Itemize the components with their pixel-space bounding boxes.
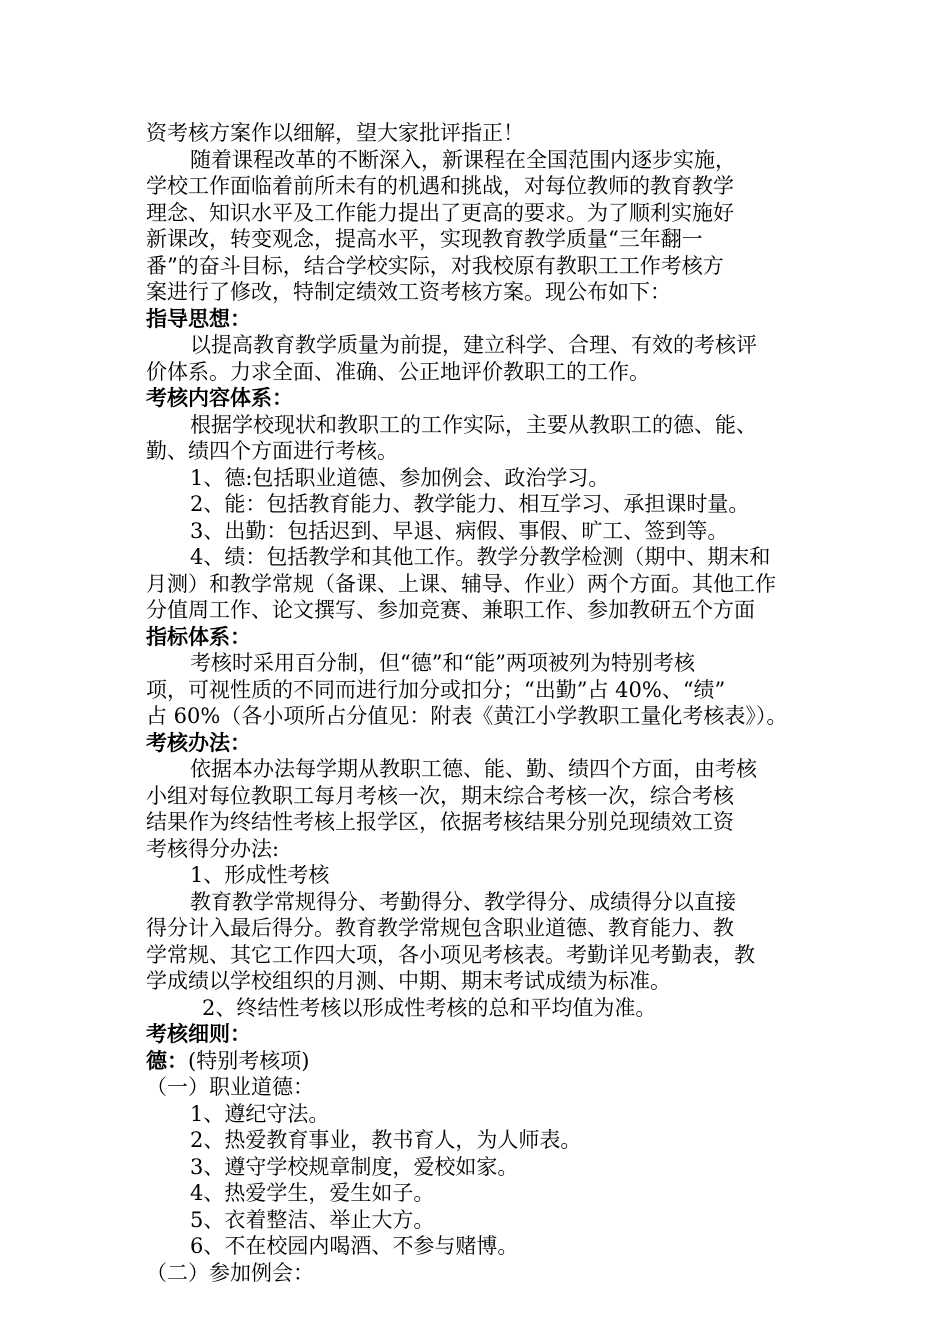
method-line: 结果作为终结性考核上报学区，依据考核结果分别兑现绩效工资 bbox=[146, 810, 734, 834]
method-line: 2、终结性考核以形成性考核的总和平均值为准。 bbox=[202, 995, 657, 1020]
heading-method: 考核办法： bbox=[146, 730, 251, 755]
intro-line: 学校工作面临着前所未有的机遇和挑战，对每位教师的教育教学 bbox=[146, 174, 734, 198]
intro-line: 随着课程改革的不断深入，新课程在全国范围内逐步实施， bbox=[190, 147, 736, 172]
ethics-item: 4、热爱学生，爱生如子。 bbox=[190, 1181, 435, 1205]
subheading-meetings: （二）参加例会： bbox=[146, 1260, 314, 1285]
index-line: 占 60%（各小项所占分值见：附表《黄江小学教职工量化考核表》）。 bbox=[146, 704, 788, 728]
intro-line: 案进行了修改，特制定绩效工资考核方案。现公布如下： bbox=[146, 280, 671, 304]
content-line: 根据学校现状和教职工的工作实际，主要从教职工的德、能、 bbox=[190, 412, 757, 437]
content-line: 3、出勤：包括迟到、早退、病假、事假、旷工、签到等。 bbox=[190, 518, 729, 543]
de-note: (特别考核项) bbox=[188, 1048, 310, 1073]
content-line: 月测）和教学常规（备课、上课、辅导、作业）两个方面。其他工作 bbox=[146, 571, 776, 596]
heading-details: 考核细则： bbox=[146, 1022, 251, 1046]
content-line: 分值周工作、论文撰写、参加竞赛、兼职工作、参加教研五个方面 bbox=[146, 598, 755, 622]
heading-content: 考核内容体系： bbox=[146, 386, 293, 410]
de-line bbox=[146, 1048, 816, 1075]
intro-line: 番”的奋斗目标，结合学校实际，对我校原有教职工工作考核方 bbox=[146, 253, 724, 278]
intro-tail-line: 资考核方案作以细解，望大家批评指正！ bbox=[146, 121, 524, 145]
method-line: 依据本办法每学期从教职工德、能、勤、绩四个方面，由考核 bbox=[190, 757, 757, 781]
document-page bbox=[146, 120, 816, 1286]
content-line: 1、德:包括职业道德、参加例会、政治学习。 bbox=[190, 465, 610, 490]
ethics-item: 5、衣着整洁、举止大方。 bbox=[190, 1207, 435, 1232]
ethics-item: 1、遵纪守法。 bbox=[190, 1101, 330, 1126]
heading-index: 指标体系： bbox=[146, 624, 251, 649]
content-line: 勤、绩四个方面进行考核。 bbox=[146, 439, 398, 463]
ethics-item: 2、热爱教育事业，教书育人，为人师表。 bbox=[190, 1128, 582, 1152]
method-line: 考核得分办法: bbox=[146, 836, 280, 861]
index-line: 项，可视性质的不同而进行加分或扣分；“出勤”占 40%、“绩” bbox=[146, 677, 726, 702]
method-line: 小组对每位教职工每月考核一次，期末综合考核一次，综合考核 bbox=[146, 783, 734, 808]
de-label: 德： bbox=[146, 1048, 188, 1073]
index-line: 考核时采用百分制，但“德”和“能”两项被列为特别考核 bbox=[190, 651, 695, 675]
guiding-line: 价体系。力求全面、准确、公正地评价教职工的工作。 bbox=[146, 359, 650, 384]
intro-line: 新课改，转变观念，提高水平，实现教育教学质量“三年翻一 bbox=[146, 227, 703, 251]
content-line: 2、能：包括教育能力、教学能力、相互学习、承担课时量。 bbox=[190, 492, 750, 516]
guiding-line: 以提高教育教学质量为前提，建立科学、合理、有效的考核评 bbox=[190, 333, 757, 357]
method-line: 学成绩以学校组织的月测、中期、期末考试成绩为标准。 bbox=[146, 969, 671, 993]
ethics-item: 3、遵守学校规章制度，爱校如家。 bbox=[190, 1154, 519, 1179]
method-line: 学常规、其它工作四大项，各小项见考核表。考勤详见考勤表，教 bbox=[146, 942, 755, 967]
method-line: 得分计入最后得分。教育教学常规包含职业道德、教育能力、教 bbox=[146, 916, 734, 940]
heading-guiding: 指导思想： bbox=[146, 306, 251, 331]
method-line: 教育教学常规得分、考勤得分、教学得分、成绩得分以直接 bbox=[190, 889, 736, 914]
content-line: 4、绩：包括教学和其他工作。教学分教学检测（期中、期末和 bbox=[190, 545, 771, 569]
intro-line: 理念、知识水平及工作能力提出了更高的要求。为了顺利实施好 bbox=[146, 200, 734, 225]
subheading-ethics: （一）职业道德： bbox=[146, 1075, 314, 1099]
method-line: 1、形成性考核 bbox=[190, 863, 330, 887]
ethics-item: 6、不在校园内喝酒、不参与赌博。 bbox=[190, 1234, 519, 1258]
